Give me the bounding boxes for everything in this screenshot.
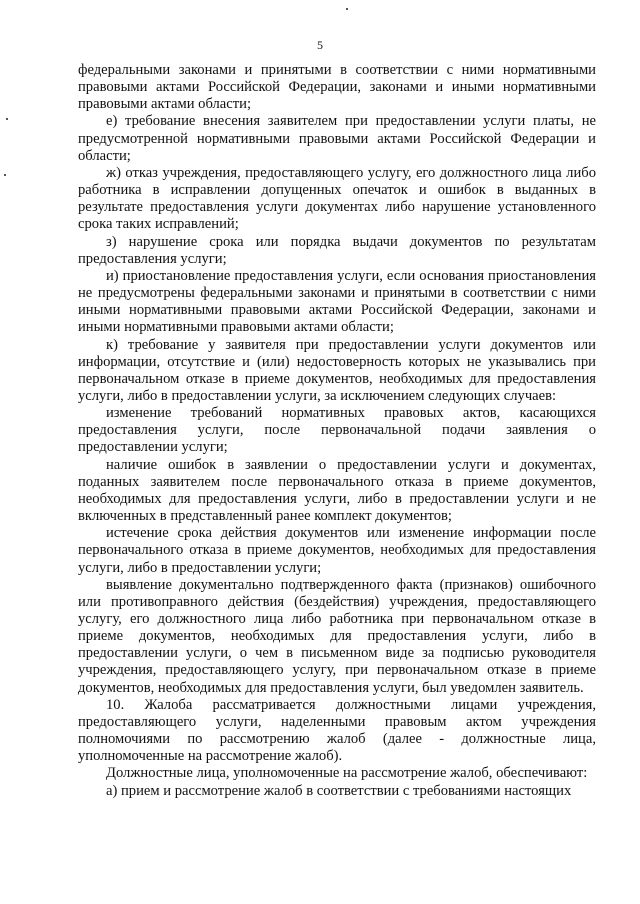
paragraph: ж) отказ учреждения, предоставляющего услугу, его должностного лица либо работника в исправлении допущенных опечаток и ошибок в выданных в результате предоставления услуги документах либо нарушение установленного срока таких исправлений; [78,164,596,233]
paragraph: 10. Жалоба рассматривается должностными лицами учреждения, предоставляющего услуги, наделенными правовым актом учреждения полномочиями по рассмотрению жалоб (далее - должностные лица, уполномоченные на рассмотрение жалоб). [78,696,596,765]
document-body [78,62,596,800]
paragraph: Должностные лица, уполномоченные на рассмотрение жалоб, обеспечивают: [106,765,588,782]
paragraph: выявление документально подтвержденного факта (признаков) ошибочного или противоправного действия (бездействия) учреждения, предоставляющего услугу, его должностного лица либо работника при первоначальном отказе в приеме документов, необходимых для предоставления услуги, либо в предоставлении услуги, о чем в письменном виде за подписью руководителя учреждения, предоставляющего услугу, при первоначальном отказе в приеме документов, необходимых для предоставления услуги, был уведомлен заявитель. [78,576,596,696]
paragraph: наличие ошибок в заявлении о предоставлении услуги и документах, поданных заявителем после первоначального отказа в приеме документов, необходимых для предоставления услуги, либо в предоставлении услуги и не включенных в представленный ранее комплект документов; [78,456,596,525]
paragraph: а) прием и рассмотрение жалоб в соответствии с требованиями настоящих [106,782,572,799]
paragraph: истечение срока действия документов или изменение информации после первоначального отказа в приеме документов, необходимых для предоставления услуги, либо в предоставлении услуги; [78,525,596,576]
paragraph: федеральными законами и принятыми в соответствии с ними нормативными правовыми актами Российской Федерации, законами и иными нормативными правовыми актами области; [78,62,596,113]
scan-speck [346,8,348,10]
paragraph: з) нарушение срока или порядка выдачи документов по результатам предоставления услуги; [78,233,596,267]
paragraph: и) приостановление предоставления услуги, если основания приостановления не предусмотрены федеральными законами и принятыми в соответствии с ними иными нормативными правовыми актами Российской Федерации, законами и иными нормативными правовыми актами области; [78,267,596,336]
paragraph: е) требование внесения заявителем при предоставлении услуги платы, не предусмотренной нормативными правовыми актами Российской Федерации и области; [78,113,596,164]
page-number: 5 [317,38,323,52]
paragraph: изменение требований нормативных правовых актов, касающихся предоставления услуги, после первоначальной подачи заявления о предоставлении услуги; [78,405,596,456]
paragraph: к) требование у заявителя при предоставлении услуги документов или информации, отсутствие и (или) недостоверность которых не указывались при первоначальном отказе в приеме документов, необходимых для предоставления услуги, либо в предоставлении услуги, за исключением следующих случаев: [78,336,596,404]
scan-speck [4,174,6,176]
scan-speck [6,118,8,120]
